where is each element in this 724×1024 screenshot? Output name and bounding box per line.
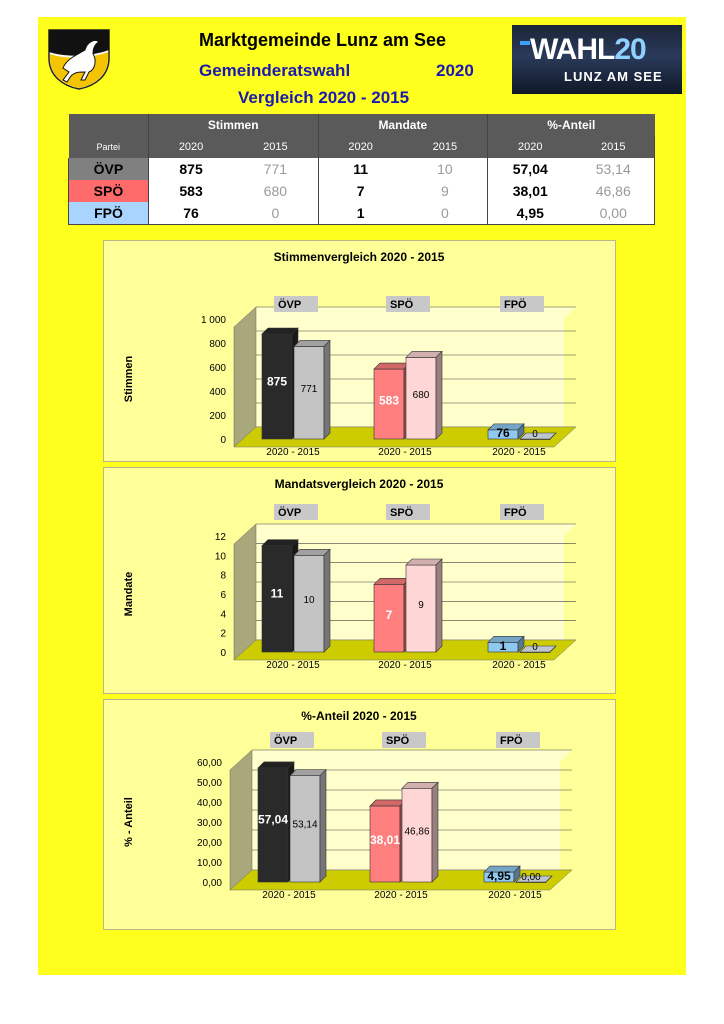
y-tick-label: 800 [209,339,226,350]
data-label: 9 [418,600,424,612]
value-cell: 0 [233,202,318,225]
value-cell: 771 [233,158,318,180]
y-tick-label: 600 [209,363,226,374]
value-cell: 57,04 [488,158,573,180]
group-label: SPÖ [390,299,414,311]
group-label: ÖVP [278,507,302,519]
y-tick-label: 200 [209,411,226,422]
municipality-title: Marktgemeinde Lunz am See [199,30,447,50]
group-label: SPÖ [386,735,410,747]
category-axis-label: 2020 - 2015 [488,890,542,901]
bar-side [320,770,326,882]
group-label: SPÖ [390,507,414,519]
value-cell: 680 [233,180,318,202]
data-label: 57,04 [257,812,289,827]
y-axis-label: % - Anteil [123,797,135,847]
chart-title: Stimmenvergleich 2020 - 2015 [273,250,445,264]
value-cell: 76 [148,202,233,225]
data-label: 38,01 [369,833,401,848]
chart-title: %-Anteil 2020 - 2015 [301,709,417,723]
year-header: 2015 [572,136,654,158]
y-tick-label: 400 [209,387,226,398]
election-title: Gemeinderatswahl [199,61,351,80]
data-label: 0 [532,642,538,653]
y-tick-label: 0 [220,648,226,659]
value-cell: 9 [403,180,488,202]
party-cell: SPÖ [69,180,149,202]
table-year-header [69,136,655,158]
election-year: 2020 [436,61,474,80]
y-tick-label: 0,00 [202,878,222,889]
year-header: 2015 [403,136,488,158]
y-tick-label: 0 [220,435,226,446]
category-axis-label: 2020 - 2015 [492,660,546,671]
y-tick-label: 2 [220,628,226,640]
wahl20-logo [512,25,682,94]
logo-number: 20 [614,33,646,66]
data-label: 0 [532,429,538,440]
year-header: 2020 [318,136,403,158]
y-tick-label: 20,00 [196,838,222,849]
group-label: FPÖ [500,735,523,747]
y-tick-label: 60,00 [196,758,222,769]
value-cell: 0,00 [572,202,654,225]
data-label: 11 [270,586,284,601]
chart-panel-stimmen [103,240,616,462]
value-cell: 10 [403,158,488,180]
data-label: 680 [412,390,430,402]
y-tick-label: 4 [220,609,226,621]
value-cell: 7 [318,180,403,202]
year-header: 2020 [488,136,573,158]
value-cell: 46,86 [572,180,654,202]
results-table [68,114,655,225]
value-cell: 38,01 [488,180,573,202]
logo-subtitle: LUNZ AM SEE [564,69,663,84]
plot-side-wall [234,524,256,660]
category-axis-label: 2020 - 2015 [378,660,432,671]
y-tick-label: 10,00 [196,858,222,869]
y-tick-label: 30,00 [196,818,222,829]
data-label: 7 [385,607,393,622]
party-cell: FPÖ [69,202,149,225]
chart-title: Mandatsvergleich 2020 - 2015 [274,477,444,491]
table-row [69,202,655,225]
table-row [69,158,655,180]
table-group-header [69,114,655,136]
category-axis-label: 2020 - 2015 [374,890,428,901]
group-label: ÖVP [278,299,302,311]
y-tick-label: 12 [214,532,226,543]
value-cell: 11 [318,158,403,180]
y-tick-label: 1 000 [200,315,226,326]
value-cell: 1 [318,202,403,225]
data-label: 0,00 [521,872,541,883]
data-label: 583 [378,393,400,408]
data-label: 10 [303,594,315,606]
chart-panel-anteil [103,699,616,930]
party-cell: ÖVP [69,158,149,180]
group-label: FPÖ [504,299,527,311]
chart-mandate [104,468,615,693]
y-tick-label: 50,00 [196,778,222,789]
value-cell: 53,14 [572,158,654,180]
value-cell: 4,95 [488,202,573,225]
y-axis-label: Stimmen [123,355,135,403]
data-label: 771 [300,384,318,396]
chart-stimmen [104,241,615,461]
y-axis-label: Mandate [123,571,135,617]
data-label: 53,14 [292,819,318,831]
category-axis-label: 2020 - 2015 [378,447,432,458]
data-label: 875 [266,374,288,389]
group-header: Stimmen [148,114,318,136]
y-tick-label: 8 [220,570,226,582]
plot-side-wall [234,307,256,447]
table-corner [69,114,149,136]
data-label: 46,86 [404,826,430,838]
chart-panel-mandate [103,467,616,694]
y-tick-label: 40,00 [196,798,222,809]
year-header: 2020 [148,136,233,158]
y-tick-label: 6 [220,590,226,601]
group-label: ÖVP [274,735,298,747]
group-header: Mandate [318,114,488,136]
chart-anteil [104,700,615,929]
bar-side [436,559,442,652]
bar-side [436,351,442,439]
category-axis-label: 2020 - 2015 [262,890,316,901]
value-cell: 0 [403,202,488,225]
value-cell: 583 [148,180,233,202]
data-label: 76 [496,426,510,440]
partei-label: Partei [69,136,149,158]
comparison-subtitle: Vergleich 2020 - 2015 [238,88,410,107]
table-row [69,180,655,202]
group-header: %-Anteil [488,114,655,136]
data-label: 4,95 [487,869,511,883]
year-header: 2015 [233,136,318,158]
group-label: FPÖ [504,507,527,519]
value-cell: 875 [148,158,233,180]
category-axis-label: 2020 - 2015 [492,447,546,458]
y-tick-label: 10 [214,551,226,563]
category-axis-label: 2020 - 2015 [266,660,320,671]
bar-side [324,340,330,439]
coat-of-arms-logo [45,28,113,90]
bar-side [324,549,330,652]
category-axis-label: 2020 - 2015 [266,447,320,458]
logo-wordmark: WAHL20 [530,33,646,66]
bar-side [432,782,438,882]
plot-side-wall [230,750,252,890]
logo-accent-bar [520,41,530,45]
data-label: 1 [499,639,507,653]
